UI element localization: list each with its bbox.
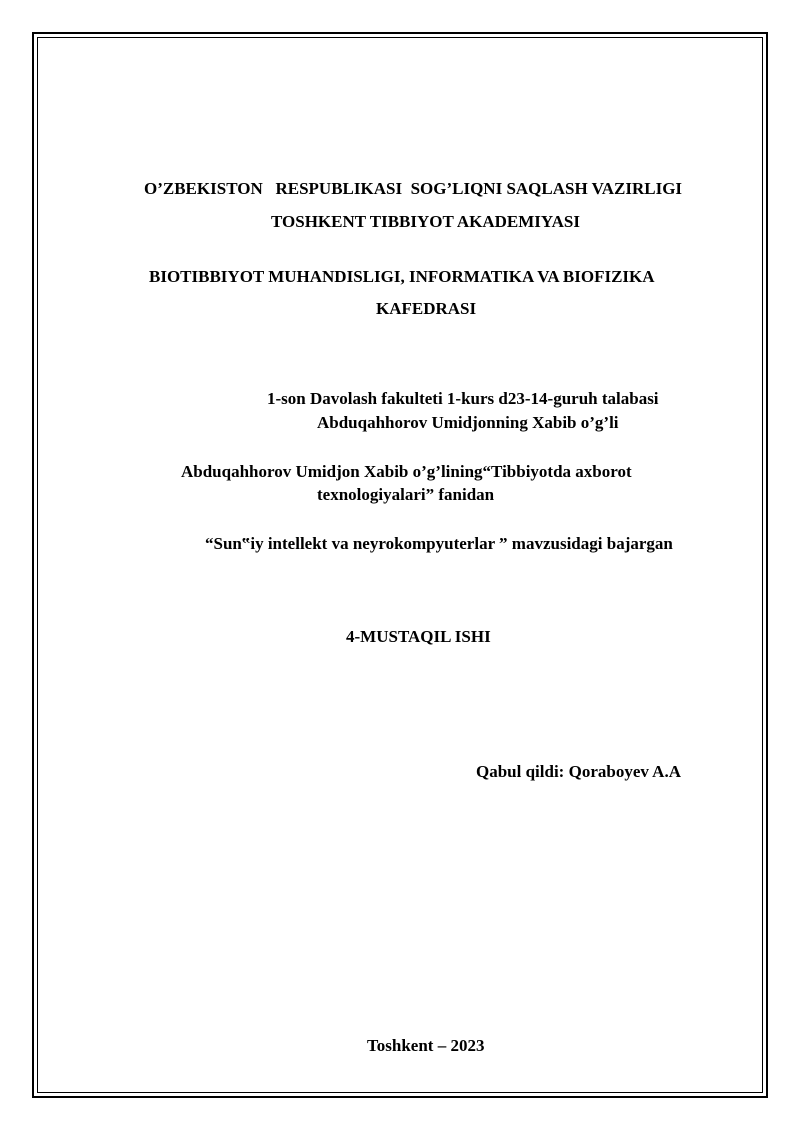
accepted-by: Qabul qildi: Qoraboyev A.A: [476, 762, 681, 781]
department-heading-line2: KAFEDRASI: [376, 299, 477, 318]
academy-heading: TOSHKENT TIBBIYOT AKADEMIYASI: [271, 212, 580, 231]
student-info-line1: 1-son Davolash fakulteti 1-kurs d23-14-guruh talabasi: [267, 389, 659, 408]
work-title: 4-MUSTAQIL ISHI: [346, 627, 491, 646]
subject-line2: texnologiyalari” fanidan: [317, 485, 495, 504]
subject-line1: Abduqahhorov Umidjon Xabib o’g’lining“Tibbiyotda axborot: [181, 462, 632, 481]
ministry-heading: O’ZBEKISTON RESPUBLIKASI SOG’LIQNI SAQLASH VAZIRLIGI: [144, 179, 683, 198]
student-info-line2: Abduqahhorov Umidjonning Xabib o’g’li: [317, 413, 619, 432]
department-heading-line1: BIOTIBBIYOT MUHANDISLIGI, INFORMATIKA VA BIOFIZIKA: [149, 267, 655, 286]
topic-line: “Sun‟iy intellekt va neyrokompyuterlar ” mavzusidagi bajargan: [205, 534, 673, 553]
footer-city-year: Toshkent – 2023: [367, 1036, 485, 1055]
